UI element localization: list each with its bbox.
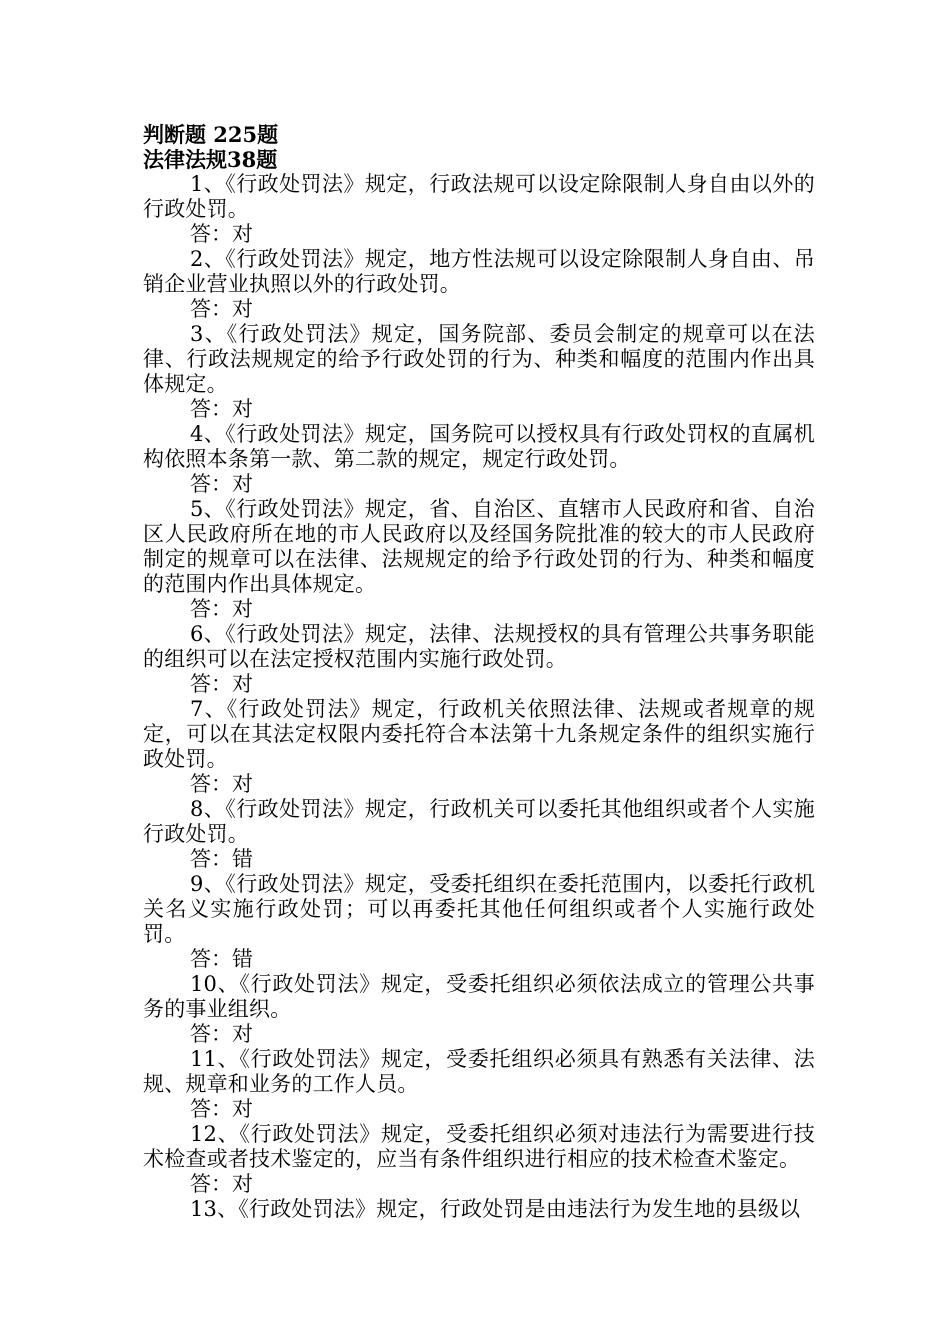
question-text: 2、《行政处罚法》规定，地方性法规可以设定除限制人身自由、吊销企业营业执照以外的行政处罚。 bbox=[143, 247, 815, 296]
question-text: 10、《行政处罚法》规定，受委托组织必须依法成立的管理公共事务的事业组织。 bbox=[143, 972, 815, 1021]
answer-text: 答：对 bbox=[190, 672, 253, 696]
answer-text: 答：对 bbox=[190, 1172, 253, 1196]
answer-text: 答：错 bbox=[190, 947, 253, 971]
answer-text: 答：对 bbox=[190, 222, 253, 246]
answer-text: 答：对 bbox=[190, 1022, 253, 1046]
question-text: 5、《行政处罚法》规定，省、自治区、直辖市人民政府和省、自治区人民政府所在地的市人民政府以及经国务院批准的较大的市人民政府制定的规章可以在法律、法规规定的给予行政处罚的行为、种类和幅度的范围内作出具体规定。 bbox=[143, 497, 815, 596]
question-text: 13、《行政处罚法》规定，行政处罚是由违法行为发生地的县级以 bbox=[190, 1197, 801, 1221]
answer-text: 答：对 bbox=[190, 472, 253, 496]
question-text: 9、《行政处罚法》规定，受委托组织在委托范围内，以委托行政机关名义实施行政处罚；可以再委托其他任何组织或者个人实施行政处罚。 bbox=[143, 872, 815, 946]
question-text: 3、《行政处罚法》规定，国务院部、委员会制定的规章可以在法律、行政法规规定的给予行政处罚的行为、种类和幅度的范围内作出具体规定。 bbox=[143, 322, 815, 396]
question-text: 12、《行政处罚法》规定，受委托组织必须对违法行为需要进行技术检查或者技术鉴定的，应当有条件组织进行相应的技术检查术鉴定。 bbox=[143, 1122, 815, 1171]
answer-text: 答：对 bbox=[190, 397, 253, 421]
question-list bbox=[143, 172, 815, 1222]
answer-text: 答：对 bbox=[190, 1097, 253, 1121]
answer-text: 答：对 bbox=[190, 772, 253, 796]
question-text: 4、《行政处罚法》规定，国务院可以授权具有行政处罚权的直属机构依照本条第一款、第二款的规定，规定行政处罚。 bbox=[143, 422, 815, 471]
document-title: 判断题 225题 bbox=[143, 122, 279, 147]
answer-text: 答：对 bbox=[190, 297, 253, 321]
answer-text: 答：对 bbox=[190, 597, 253, 621]
answer-text: 答：错 bbox=[190, 847, 253, 871]
question-text: 11、《行政处罚法》规定，受委托组织必须具有熟悉有关法律、法规、规章和业务的工作人员。 bbox=[143, 1047, 815, 1096]
question-text: 6、《行政处罚法》规定，法律、法规授权的具有管理公共事务职能的组织可以在法定授权范围内实施行政处罚。 bbox=[143, 622, 815, 671]
document-page bbox=[143, 122, 815, 1222]
section-title: 法律法规38题 bbox=[143, 147, 278, 172]
question-text: 8、《行政处罚法》规定，行政机关可以委托其他组织或者个人实施行政处罚。 bbox=[143, 797, 815, 846]
question-text: 1、《行政处罚法》规定，行政法规可以设定除限制人身自由以外的行政处罚。 bbox=[143, 172, 815, 221]
question-text: 7、《行政处罚法》规定，行政机关依照法律、法规或者规章的规定，可以在其法定权限内委托符合本法第十九条规定条件的组织实施行政处罚。 bbox=[143, 697, 815, 771]
